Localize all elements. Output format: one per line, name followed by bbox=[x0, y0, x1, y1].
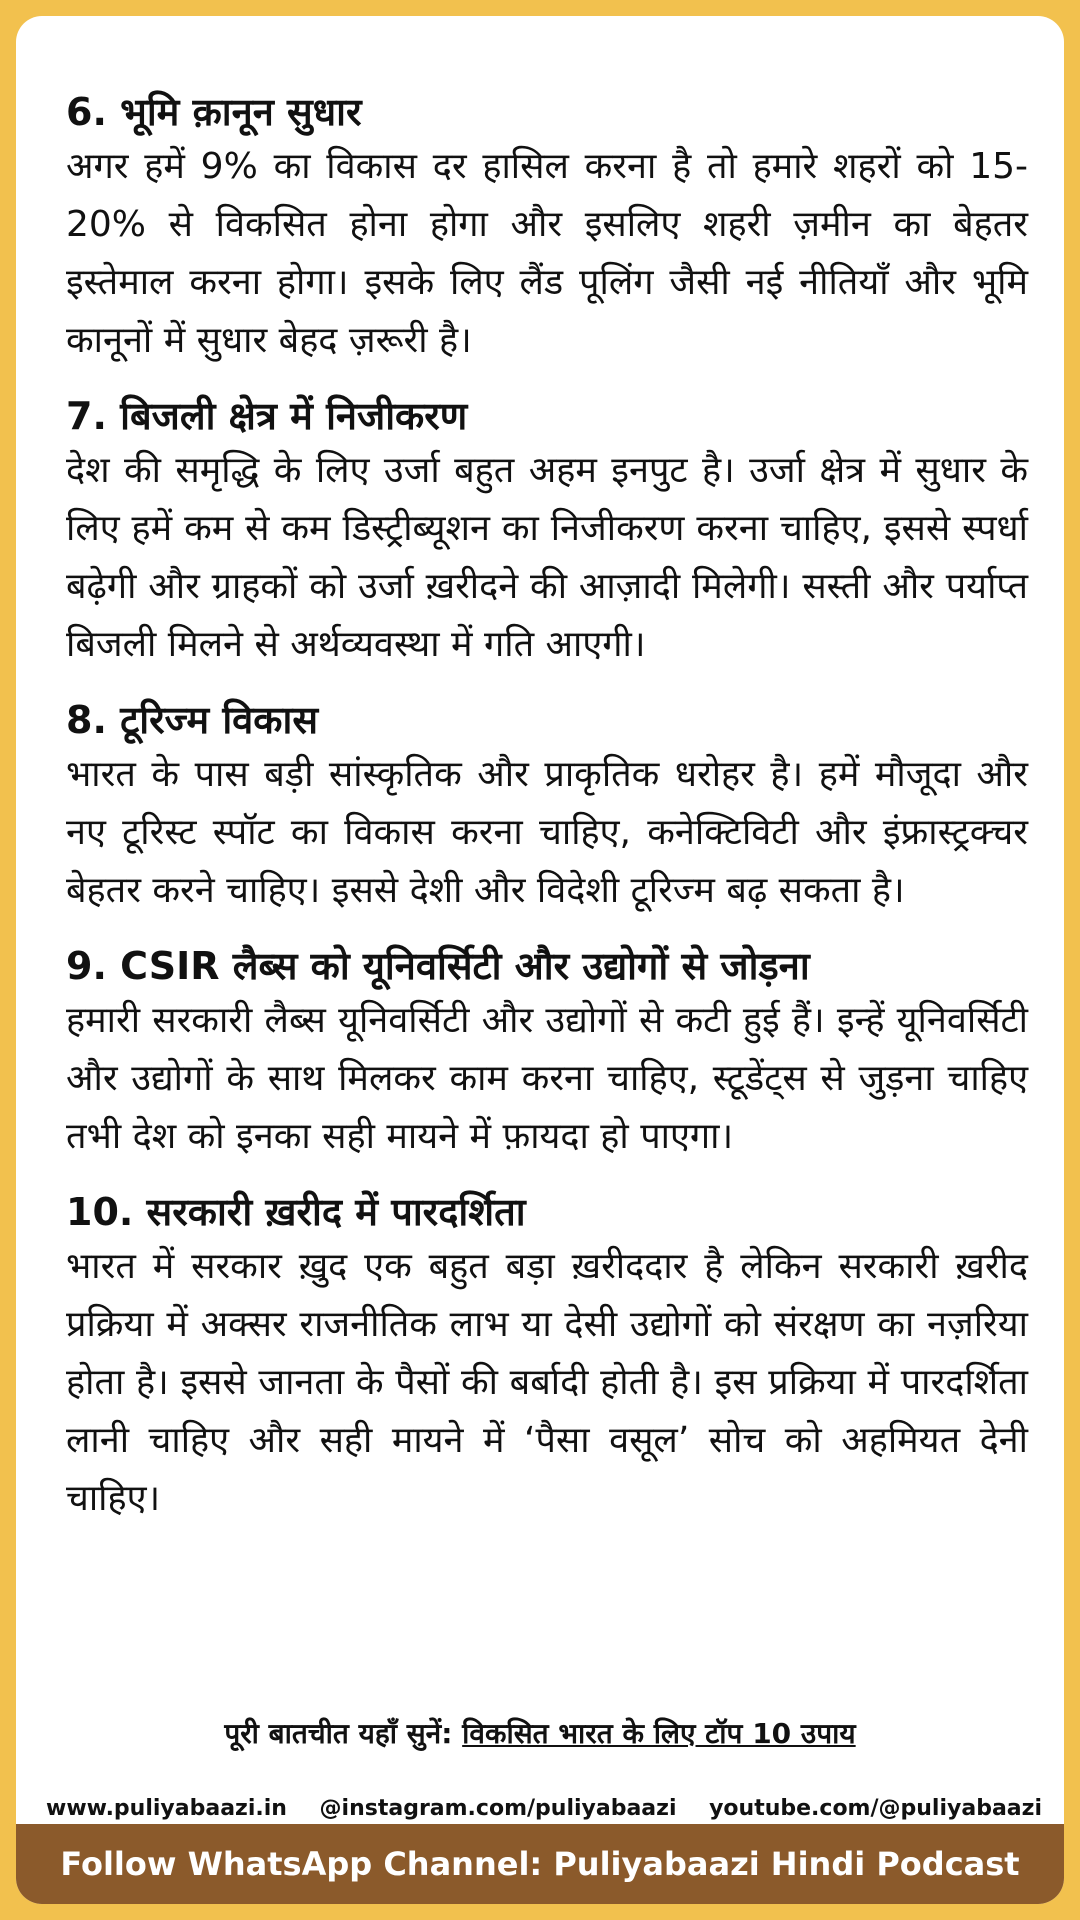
section-tourism bbox=[66, 694, 1028, 920]
instagram-link[interactable]: @instagram.com/puliyabaazi bbox=[319, 1796, 677, 1821]
section-body: हमारी सरकारी लैब्स यूनिवर्सिटी और उद्योगों से कटी हुई हैं। इन्हें यूनिवर्सिटी और उद्योगों के साथ मिलकर काम करना चाहिए, स्टूडेंट्स से जुड़ना चाहिए तभी देश को इनका सही मायने में फ़ायदा हो पाएगा। bbox=[66, 1000, 1028, 1157]
whatsapp-banner[interactable] bbox=[16, 1824, 1064, 1904]
listen-line bbox=[16, 1714, 1064, 1752]
section-procurement bbox=[66, 1186, 1028, 1528]
listen-prefix: पूरी बातचीत यहाँ सुनें: bbox=[224, 1717, 453, 1750]
social-links bbox=[46, 1796, 1042, 1821]
section-heading: 8. टूरिज्म विकास bbox=[66, 698, 319, 742]
section-body: अगर हमें 9% का विकास दर हासिल करना है तो हमारे शहरों को 15-20% से विकसित होना होगा और इसलिए शहरी ज़मीन का बेहतर इस्तेमाल करना होगा। इसके लिए लैंड पूलिंग जैसी नई नीतियाँ और भूमि कानूनों में सुधार बेहद ज़रूरी है। bbox=[66, 146, 1028, 361]
episode-link[interactable]: विकसित भारत के लिए टॉप 10 उपाय bbox=[462, 1717, 856, 1750]
section-heading: 10. सरकारी ख़रीद में पारदर्शिता bbox=[66, 1190, 526, 1234]
section-body: भारत के पास बड़ी सांस्कृतिक और प्राकृतिक धरोहर है। हमें मौजूदा और नए टूरिस्ट स्पॉट का विकास करना चाहिए, कनेक्टिविटी और इंफ्रास्ट्रक्चर बेहतर करने चाहिए। इससे देशी और विदेशी टूरिज्म बढ़ सकता है। bbox=[66, 754, 1028, 911]
section-body: भारत में सरकार ख़ुद एक बहुत बड़ा ख़रीददार है लेकिन सरकारी ख़रीद प्रक्रिया में अक्सर राजनीतिक लाभ या देसी उद्योगों को संरक्षण का नज़रिया होता है। इससे जानता के पैसों की बर्बादी होती है। इस प्रक्रिया में पारदर्शिता लानी चाहिए और सही मायने में ‘पैसा वसूल’ सोच को अहमियत देनी चाहिए। bbox=[66, 1246, 1028, 1519]
content-card bbox=[16, 16, 1064, 1904]
section-body: देश की समृद्धि के लिए उर्जा बहुत अहम इनपुट है। उर्जा क्षेत्र में सुधार के लिए हमें कम से कम डिस्ट्रीब्यूशन का निजीकरण करना चाहिए, इससे स्पर्धा बढ़ेगी और ग्राहकों को उर्जा ख़रीदने की आज़ादी मिलेगी। सस्ती और पर्याप्त बिजली मिलने से अर्थव्यवस्था में गति आएगी। bbox=[66, 450, 1028, 665]
section-land-reform bbox=[66, 86, 1028, 370]
section-power-privatization bbox=[66, 390, 1028, 674]
website-link[interactable]: www.puliyabaazi.in bbox=[46, 1796, 287, 1821]
section-heading: 7. बिजली क्षेत्र में निजीकरण bbox=[66, 394, 468, 438]
banner-text: Follow WhatsApp Channel: Puliyabaazi Hindi Podcast bbox=[60, 1845, 1020, 1883]
section-heading: 9. CSIR लैब्स को यूनिवर्सिटी और उद्योगों से जोड़ना bbox=[66, 944, 810, 988]
section-heading: 6. भूमि क़ानून सुधार bbox=[66, 90, 362, 134]
youtube-link[interactable]: youtube.com/@puliyabaazi bbox=[709, 1796, 1042, 1821]
article-content bbox=[66, 86, 1028, 1548]
section-csir-labs bbox=[66, 940, 1028, 1166]
